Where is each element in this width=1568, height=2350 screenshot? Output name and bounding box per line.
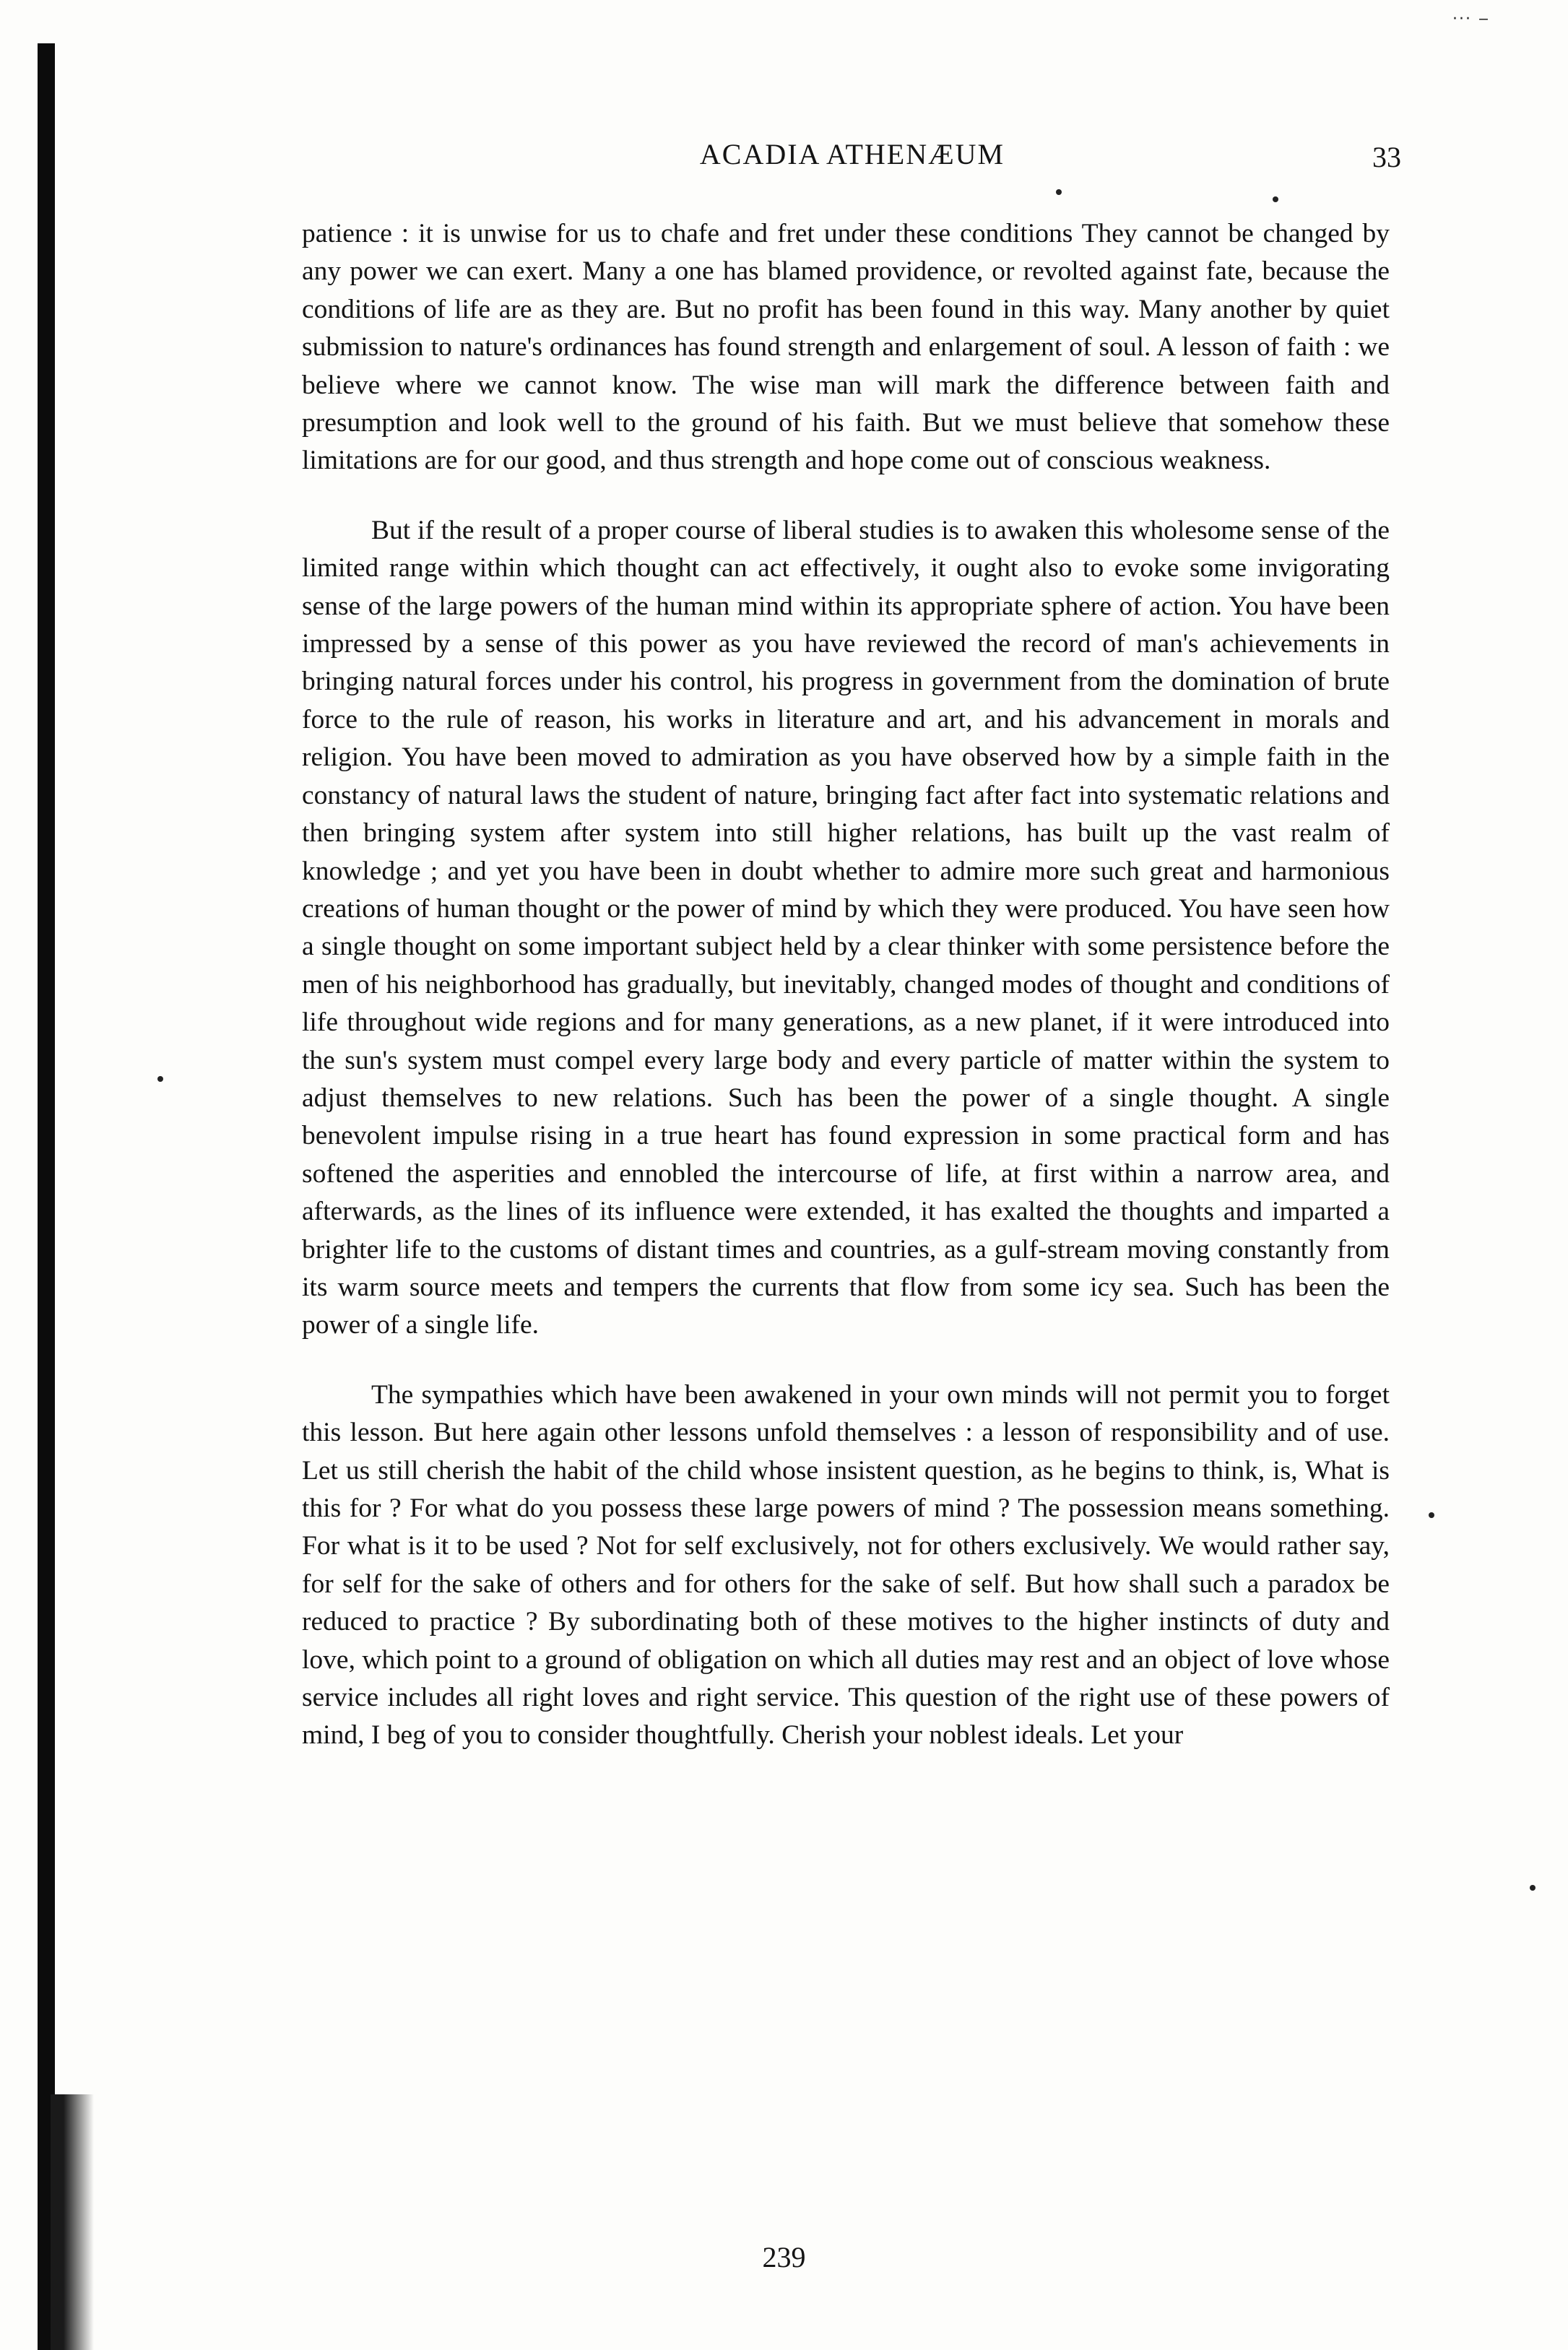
running-title: ACADIA ATHENÆUM — [699, 138, 1005, 170]
body-text — [302, 215, 1390, 1787]
binding-edge — [38, 43, 55, 2350]
paragraph: The sympathies which have been awakened in your own minds will not permit you to forget this lesson. But here again other lessons unfold themselves : a lesson of responsibility and of use. Let us still cherish the habit of the child whose insistent question, as he begins to think, is, What is this for ? For what do you possess these large powers of mind ? The possession means something. For what is it to be used ? Not for self exclusively, not for others exclusively. We would rather say, for self for the sake of others and for others for the sake of self. But how shall such a paradox be reduced to practice ? By subordinating both of these motives to the higher instincts of duty and love, which point to a ground of obligation on which all duties may rest and an object of love whose service includes all right loves and right service. This question of the right use of these powers of mind, I beg of you to consider thoughtfully. Cherish your noblest ideals. Let your — [302, 1379, 1390, 1751]
print-speck — [1530, 1885, 1535, 1891]
print-speck — [1429, 1512, 1434, 1518]
page-number: 33 — [1372, 141, 1401, 173]
print-speck — [1056, 189, 1062, 195]
paragraph: But if the result of a proper course of liberal studies is to awaken this wholesome sense of the limited range within which thought can act effectively, it ought also to evoke some invigorating sense of the large powers of the human mind within its appropriate sphere of action. You have been impressed by a sense of this power as you have reviewed the record of man's achievements in bringing natural forces under his control, his progress in government from the domination of brute force to the rule of reason, his works in literature and art, and his advancement in morals and religion. You have been moved to admiration as you have observed how by a simple faith in the constancy of natural laws the student of nature, bringing fact after fact into systematic relations and then bringing system after system into still higher relations, has built up the vast realm of knowledge ; and yet you have been in doubt whether to admire more such great and harmonious creations of human thought or the power of mind by which they were produced. You have seen how a single thought on some important subject held by a clear thinker with some persistence before the men of his neighborhood has gradually, but inevitably, changed modes of thought and conditions of life throughout wide regions and for many generations, as a new planet, if it were introduced into the sun's system must compel every large body and every particle of matter within the system to adjust themselves to new relations. Such has been the power of a single thought. A single benevolent impulse rising in a true heart has found expression in some practical form and has softened the asperities and ennobled the intercourse of life, at first within a narrow area, and afterwards, as the lines of its influence were extended, it has exalted the thoughts and imparted a brighter life to the customs of distant times and countries, as a gulf-stream moving constantly from its warm source meets and tempers the currents that flow from some icy sea. Such has been the power of a single life. — [302, 515, 1390, 1340]
running-head — [303, 137, 1401, 188]
print-speck — [1273, 196, 1278, 202]
corner-marks: ··· ‒ — [1452, 10, 1490, 28]
binding-shadow — [51, 2094, 94, 2350]
folio-number: 239 — [762, 2241, 806, 2273]
paragraph: patience : it is unwise for us to chafe and fret under these conditions They cannot be changed by any power we can exert. Many a one has blamed providence, or revolted against fate, because the conditions of life are as they are. But no profit has been found in this way. Many another by quiet submission to nature's ordinances has found strength and enlargement of soul. A lesson of faith : we believe where we cannot know. The wise man will mark the difference between faith and presumption and look well to the ground of his faith. But we must believe that somehow these limitations are for our good, and thus strength and hope come out of conscious weakness. — [302, 219, 1390, 476]
print-speck — [157, 1076, 163, 1082]
